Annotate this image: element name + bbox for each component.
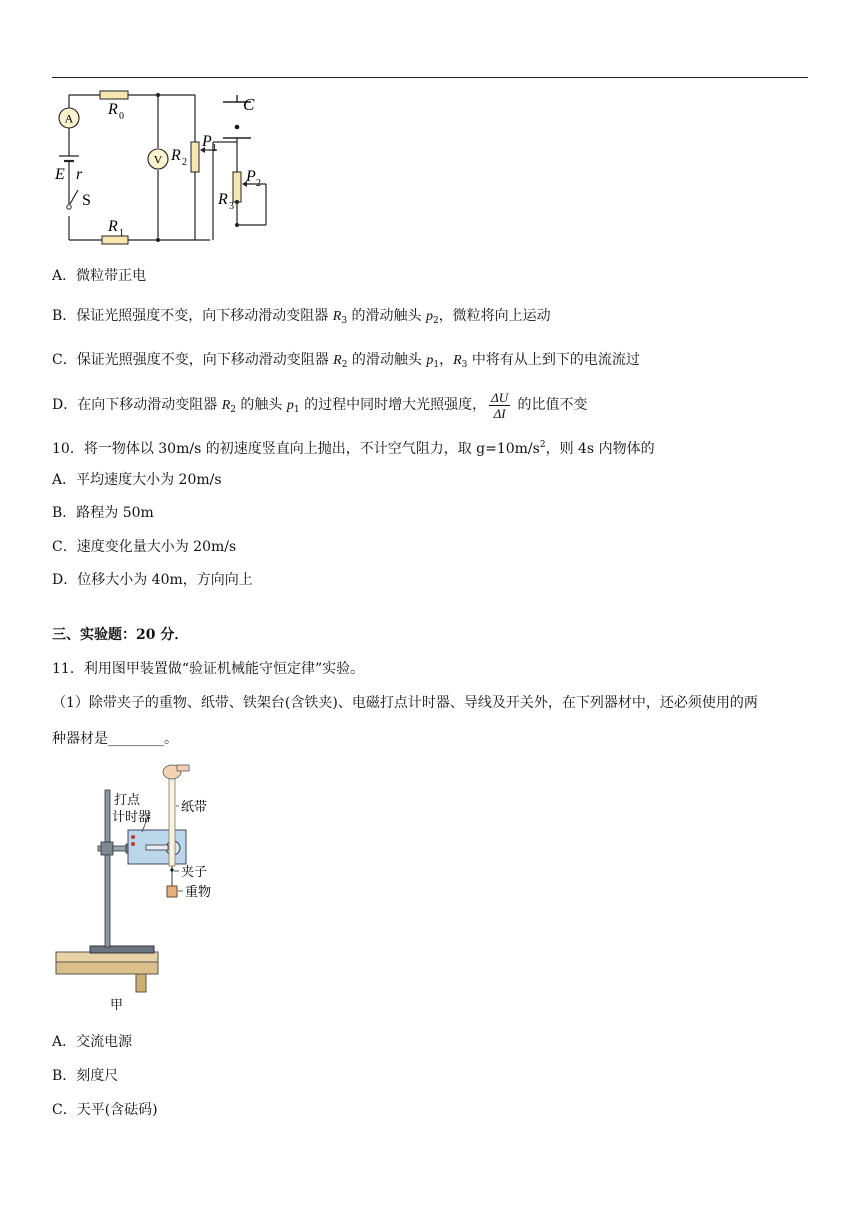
svg-text:P: P bbox=[202, 133, 212, 150]
svg-text:V: V bbox=[153, 152, 163, 167]
svg-text:R: R bbox=[108, 101, 118, 118]
q11-stem: 11．利用图甲装置做“验证机械能守恒定律”实验。 bbox=[52, 661, 365, 677]
circuit-diagram bbox=[50, 90, 280, 250]
timer-label-2: 计时器 bbox=[112, 810, 152, 825]
svg-text:r: r bbox=[76, 166, 83, 183]
resistor-r0 bbox=[100, 91, 128, 99]
svg-text:A: A bbox=[64, 111, 74, 126]
table-leg bbox=[136, 974, 146, 992]
q10-option-c: C．速度变化量大小为 20m/s bbox=[52, 539, 237, 555]
apparatus-diagram bbox=[50, 760, 230, 1020]
svg-text:R: R bbox=[171, 147, 181, 164]
svg-text:1: 1 bbox=[212, 143, 217, 154]
clip-icon bbox=[170, 868, 173, 871]
q10-stem: 10．将一物体以 30m/s 的初速度竖直向上抛出，不计空气阻力，取 $g=10m/s^2$，则 4s 内物体的 bbox=[52, 440, 655, 457]
stand-base bbox=[90, 946, 154, 953]
q9-option-c: C．保证光照强度不变，向下移动滑动变阻器 $R_2$ 的滑动触头 $p_1$，$R_3$ 中将有从上到下的电流流过 bbox=[52, 352, 640, 370]
q9-option-d: D．在向下移动滑动变阻器 $R_2$ 的触头 $p_1$ 的过程中同时增大光照强度， $\frac{\Delta U}{\Delta I}$ 的比值不变 bbox=[52, 389, 588, 421]
clip-label: 夹子 bbox=[181, 865, 208, 880]
q11-part1-line1: （1）除带夹子的重物、纸带、铁架台(含铁夹)、电磁打点计时器、导线及开关外，在下列器材中，还必须使用的两 bbox=[52, 695, 758, 711]
svg-text:P: P bbox=[246, 168, 256, 185]
svg-text:2: 2 bbox=[182, 157, 187, 168]
resistor-r2 bbox=[191, 142, 199, 172]
q9-option-b: B．保证光照强度不变，向下移动滑动变阻器 $R_3$ 的滑动触头 $p_2$，微粒将向上运动 bbox=[52, 308, 551, 326]
q10-option-b: B．路程为 50m bbox=[52, 505, 154, 521]
q11-option-a: A．交流电源 bbox=[52, 1034, 133, 1050]
q10-option-d: D．位移大小为 40m，方向向上 bbox=[52, 572, 253, 588]
particle-dot bbox=[235, 125, 240, 130]
delta-u-over-delta-i: $\frac{\Delta U}{\Delta I}$ bbox=[491, 389, 509, 421]
q9-option-a: A．微粒带正电 bbox=[52, 268, 147, 284]
weight-label: 重物 bbox=[185, 885, 212, 900]
svg-text:3: 3 bbox=[229, 201, 234, 212]
q11-option-b: B．刻度尺 bbox=[52, 1068, 119, 1084]
q10-option-a: A．平均速度大小为 20m/s bbox=[52, 472, 222, 488]
svg-text:R: R bbox=[218, 191, 228, 208]
svg-text:0: 0 bbox=[119, 111, 124, 122]
section-heading: 三、实验题：20 分． bbox=[52, 627, 189, 643]
svg-text:R: R bbox=[108, 218, 118, 235]
stand-rod bbox=[105, 790, 110, 947]
switch-icon bbox=[67, 205, 71, 209]
svg-text:E: E bbox=[55, 166, 65, 183]
svg-text:1: 1 bbox=[119, 228, 124, 239]
resistor-r1 bbox=[102, 236, 128, 244]
weight-icon bbox=[167, 886, 177, 897]
resistor-r3 bbox=[233, 172, 241, 202]
header-rule bbox=[52, 77, 808, 78]
svg-text:2: 2 bbox=[256, 178, 261, 189]
svg-text:S: S bbox=[82, 192, 91, 209]
tape-label: 纸带 bbox=[181, 800, 208, 815]
q11-option-c: C．天平(含砝码) bbox=[52, 1102, 158, 1118]
figure-caption: 甲 bbox=[110, 998, 124, 1013]
svg-text:C: C bbox=[243, 95, 255, 114]
timer-label-1: 打点 bbox=[114, 793, 141, 808]
paper-tape bbox=[169, 774, 175, 866]
q11-part1-line2: 种器材是________。 bbox=[52, 731, 178, 747]
